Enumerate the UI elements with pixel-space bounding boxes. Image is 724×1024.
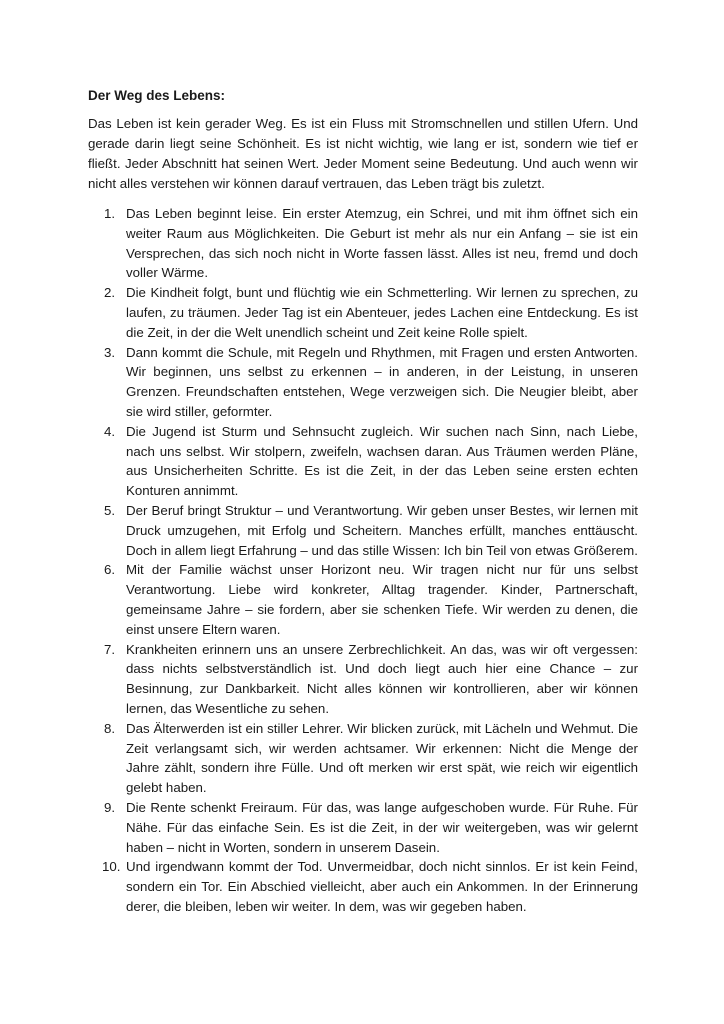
document-title: Der Weg des Lebens:: [88, 88, 226, 103]
list-item-number: 3.: [104, 344, 116, 360]
list-item: [88, 343, 638, 422]
list-item-text: Mit der Familie wächst unser Horizont neu. Wir tragen nicht nur für uns selbst Verantwortung. Liebe wird konkreter, Alltag tragender. Kinder, Partnerschaft, gemeinsame Jahre – sie fordern, aber sie schenken Tiefe. Wir werden zu denen, die einst unsere Eltern waren.: [126, 562, 638, 637]
list-item-text: Die Rente schenkt Freiraum. Für das, was lange aufgeschoben wurde. Für Ruhe. Für Nähe. Für das einfache Sein. Es ist die Zeit, in der wir weitergeben, was wir gelernt haben – nicht in Worten, sondern in unserem Dasein.: [126, 799, 638, 855]
list-item: [88, 798, 638, 857]
list-item-number: 10.: [102, 859, 121, 875]
list-item-text: Und irgendwann kommt der Tod. Unvermeidbar, doch nicht sinnlos. Er ist kein Feind, sondern ein Tor. Ein Abschied vielleicht, aber auch ein Ankommen. In der Erinnerung derer, die bleiben, leben wir weiter. In dem, was wir gegeben haben.: [126, 859, 638, 914]
list-item-text: Das Älterwerden ist ein stiller Lehrer. Wir blicken zurück, mit Lächeln und Wehmut. Die Zeit verlangsamt sich, wir werden achtsamer. Wir erkennen: Nicht die Menge der Jahre zählt, sondern ihre Fülle. Und oft merken wir erst spät, wie reich wir eigentlich gelebt haben.: [126, 720, 638, 796]
list-item-text: Krankheiten erinnern uns an unsere Zerbrechlichkeit. An das, was wir oft vergessen: dass nichts selbstverständlich ist. Und doch liegt auch hier eine Chance – zur Besinnung, zur Dankbarkeit. Nicht alles können wir kontrollieren, aber wir können lernen, das Wesentliche zu sehen.: [126, 641, 638, 716]
list-item: [88, 719, 638, 798]
list-item: [88, 204, 638, 283]
list-item-number: 2.: [104, 285, 116, 301]
list-item-number: 8.: [104, 720, 116, 736]
list-item-text: Die Jugend ist Sturm und Sehnsucht zugleich. Wir suchen nach Sinn, nach Liebe, nach uns selbst. Wir stolpern, zweifeln, wachsen daran. Aus Träumen werden Pläne, aus Unsicherheiten Schritte. Es ist die Zeit, in der das Leben seine ersten echten Konturen annimmt.: [126, 423, 638, 499]
list-item-number: 6.: [104, 562, 116, 578]
list-item-number: 1.: [104, 206, 116, 221]
life-stages-list: [88, 204, 638, 917]
list-item-number: 5.: [104, 502, 116, 518]
list-item: [88, 640, 638, 719]
list-item: [88, 283, 638, 342]
list-item: [88, 560, 638, 639]
list-item-text: Die Kindheit folgt, bunt und flüchtig wie ein Schmetterling. Wir lernen zu sprechen, zu laufen, zu träumen. Jeder Tag ist ein Abenteuer, jedes Lachen eine Entdeckung. Es ist die Zeit, in der die Welt unendlich scheint und Zeit keine Rolle spielt.: [126, 285, 638, 340]
list-item: [88, 857, 638, 916]
document-page: [88, 86, 638, 917]
list-item-number: 7.: [104, 641, 116, 657]
list-item: [88, 501, 638, 560]
intro-paragraph: Das Leben ist kein gerader Weg. Es ist ein Fluss mit Stromschnellen und stillen Ufern. Und gerade darin liegt seine Schönheit. Es ist nicht wichtig, wie lang er ist, sondern wie tief er fließt. Jeder Abschnitt hat seinen Wert. Jeder Moment seine Bedeutung. Und auch wenn wir nicht alles verstehen wir können darauf vertrauen, das Leben trägt bis zuletzt.: [88, 116, 638, 191]
list-item-text: Dann kommt die Schule, mit Regeln und Rhythmen, mit Fragen und ersten Antworten. Wir beginnen, uns selbst zu erkennen – in anderen, in der Leistung, in unseren Grenzen. Freundschaften entstehen, Wege verzweigen sich. Die Neugier bleibt, aber sie wird stiller, geformter.: [126, 344, 638, 419]
list-item-text: Das Leben beginnt leise. Ein erster Atemzug, ein Schrei, und mit ihm öffnet sich ein weiter Raum aus Möglichkeiten. Die Geburt ist mehr als nur ein Anfang – sie ist ein Versprechen, das sich noch nicht in Worte fassen lässt. Alles ist neu, fremd und doch voller Wärme.: [126, 206, 638, 281]
list-item-text: Der Beruf bringt Struktur – und Verantwortung. Wir geben unser Bestes, wir lernen mit Druck umzugehen, mit Erfolg und Scheitern. Manches erfüllt, manches enttäuscht. Doch in allem liegt Erfahrung – und das stille Wissen: Ich bin Teil von etwas Größerem.: [126, 502, 638, 558]
list-item-number: 4.: [104, 423, 116, 439]
list-item: [88, 422, 638, 501]
list-item-number: 9.: [104, 799, 116, 815]
